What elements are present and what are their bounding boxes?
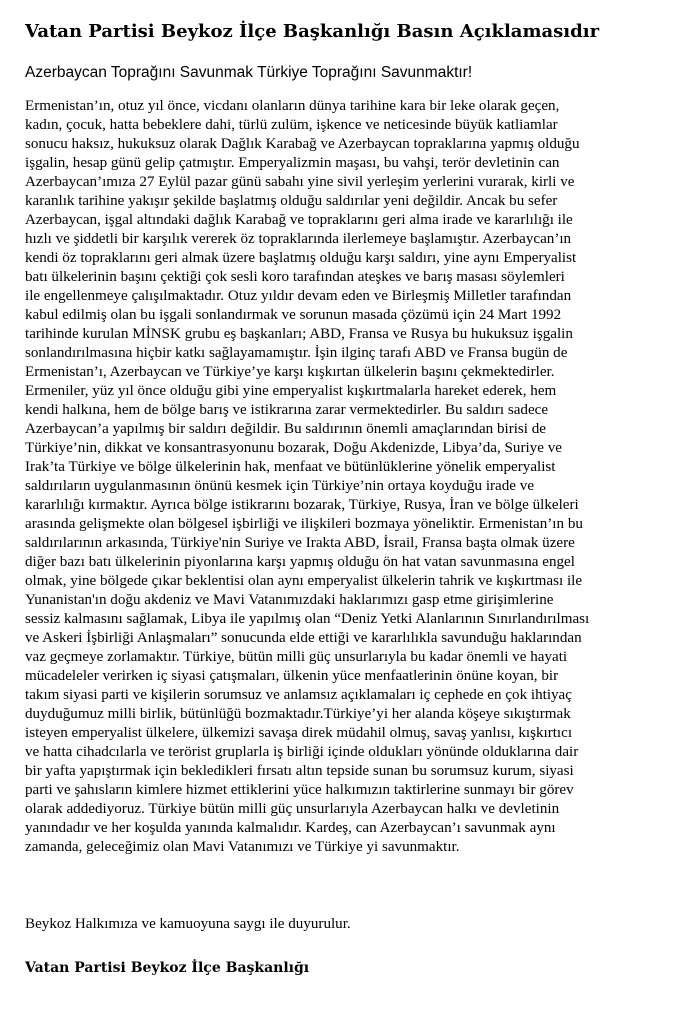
body-line: kadın, çocuk, hatta bebeklere dahi, türlü zulüm, işkence ve neticesinde büyük katliamlar bbox=[25, 117, 558, 133]
body-line: sessiz kalmasını sağlamak, Libya ile yapılmış olan “Deniz Yetki Alanlarının Sınırlandırılması bbox=[25, 611, 590, 627]
body-line: karanlık tarihine yakışır şekilde başlatmış olduğu saldırılar yeni değildir. Ancak bu sefer bbox=[25, 193, 558, 209]
body-line: parti ve şahısların kimlere hizmet ettiklerini yüce halkımızın taktirlerine sunmayı bir görev bbox=[25, 782, 574, 798]
body-line: Ermenistan’ın, otuz yıl önce, vicdanı olanların dünya tarihine kara bir leke olarak geçen, bbox=[25, 98, 560, 114]
body-line: ve hatta cihadcılarla ve terörist gruplarla iş birliği içinde oldukları yönünde olduklarına dair bbox=[25, 744, 579, 760]
body-line: kendi halkına, hem de bölge barış ve istikrarına zarar vermektedirler. Bu saldırı sadece bbox=[25, 402, 549, 418]
body-line: Irak’ta Türkiye ve bölge ülkelerinin hak, menfaat ve bütünlüklerine yönelik emperyalist bbox=[25, 459, 556, 475]
body-line: yanındadır ve her koşulda yanında kalmalıdır. Kardeş, can Azerbaycan’ı savunmak aynı bbox=[25, 820, 556, 836]
body-line: bir yafta yapıştırmak için bekledikleri fırsatı altın tepside sunan bu sorumsuz kurum, siyasi bbox=[25, 763, 574, 779]
body-line: kararlılığı kırmaktır. Ayrıca bölge istikrarını bozarak, Türkiye, Rusya, İran ve bölge ülkeleri bbox=[25, 497, 579, 513]
document-title: Vatan Partisi Beykoz İlçe Başkanlığı Basın Açıklamasıdır bbox=[25, 21, 600, 42]
document-subtitle: Azerbaycan Toprağını Savunmak Türkiye Toprağını Savunmaktır! bbox=[25, 64, 473, 81]
body-line: Yunanistan'ın doğu akdeniz ve Mavi Vatanımızdaki haklarımızı gasp etme girişimlerine bbox=[25, 592, 554, 608]
body-line: kabul edilmiş olan bu işgali sonlandırmak ve sorunun masada çözümü için 24 Mart 1992 bbox=[25, 307, 562, 323]
signature: Vatan Partisi Beykoz İlçe Başkanlığı bbox=[25, 960, 310, 976]
body-line: duyduğumuz milli birlik, bütünlüğü bozmaktadır.Türkiye’yi her alanda köşeye sıkıştırmak bbox=[25, 706, 571, 722]
body-line: arasında gelişmekte olan bölgesel işbirliği ve ilişkileri bozmaya yöneliktir. Ermenistan’ın bu bbox=[25, 516, 583, 532]
body-line: olarak addediyoruz. Türkiye bütün milli güç unsurlarıyla Azerbaycan halkı ve devletinin bbox=[25, 801, 560, 817]
body-line: saldırıların uygulanmasının önünü kesmek için Türkiye’nin ortaya koyduğu irade ve bbox=[25, 478, 535, 494]
body-line: saldırılarının arkasında, Türkiye'nin Suriye ve Irakta ABD, İsrail, Fransa başta olmak üzere bbox=[25, 535, 575, 551]
body-line: sonucu haksız, hukuksuz olarak Dağlık Karabağ ve Azerbaycan topraklarına yapmış olduğu bbox=[25, 136, 580, 152]
body-line: vaz geçmeye zorlamaktır. Türkiye, bütün milli güç unsurlarıyla bu kadar önemli ve hayati bbox=[25, 649, 568, 665]
body-line: mücadeleler verirken iç siyasi çatışmaları, ülkenin yüce menfaatlerinin önüne koyan, bir bbox=[25, 668, 559, 684]
body-line: Azerbaycan’a yapılmış bir saldırı değildir. Bu saldırının önemli amaçlarından birisi de bbox=[25, 421, 547, 437]
body-line: tarihinde kurulan MİNSK grubu eş başkanları; ABD, Fransa ve Rusya bu hukuksuz işgalin bbox=[25, 326, 573, 342]
body-line: diğer bazı batı ülkelerinin piyonlarına karşı yapmış olduğu ön hat vatan savunmasına engel bbox=[25, 554, 575, 570]
body-line: Ermenistan’ı, Azerbaycan ve Türkiye’ye karşı kışkırtan ülkelerin başını çekmektedirler. bbox=[25, 364, 555, 380]
body-line: batı ülkelerinin başını çektiği çok sesli koro tarafından ateşkes ve barış masası söylemleri bbox=[25, 269, 565, 285]
body-line: isteyen emperyalist ülkelere, ülkemizi savaşa direk müdahil olmuş, savaş yanlısı, kışkırtıcı bbox=[25, 725, 573, 741]
body-line: olmak, yine bölgede çıkar beklentisi olan aynı emperyalist ülkelerin tahrik ve kışkırtması ile bbox=[25, 573, 583, 589]
body-line: takım siyasi parti ve kişilerin sorumsuz ve anlamsız açıklamaları iç cephede en çok ihtiyaç bbox=[25, 687, 572, 703]
body-line: ve Askeri İşbirliği Anlaşmaları” sonucunda elde ettiği ve kararlılıkla savunduğu haklarından bbox=[25, 630, 582, 646]
body-line: Azerbaycan, işgal altındaki dağlık Karabağ ve topraklarını geri alma irade ve kararlılığı ile bbox=[25, 212, 573, 228]
body-line: zamanda, geleceğimiz olan Mavi Vatanımızı ve Türkiye yi savunmaktır. bbox=[25, 839, 460, 855]
body-line: Türkiye’nin, dikkat ve konsantrasyonunu bozarak, Doğu Akdenizde, Libya’da, Suriye ve bbox=[25, 440, 562, 456]
body-line: işgalin, hesap günü gelip çatmıştır. Emperyalizmin maşası, bu vahşi, terör devletinin can bbox=[25, 155, 560, 171]
body-line: ile engellenmeye çalışılmaktadır. Otuz yıldır devam eden ve Birleşmiş Milletler tarafından bbox=[25, 288, 572, 304]
closing-statement: Beykoz Halkımıza ve kamuoyuna saygı ile duyurulur. bbox=[25, 916, 351, 932]
body-line: Azerbaycan’ımıza 27 Eylül pazar günü sabahı yine sivil yerleşim yerlerini vurarak, kirli ve bbox=[25, 174, 575, 190]
body-line: kendi öz topraklarını geri almak üzere başlatmış olduğu karşı saldırı, yine aynı Emperyalist bbox=[25, 250, 577, 266]
body-line: sonlandırılmasına hiçbir katkı sağlayamamıştır. İşin ilginç tarafı ABD ve Fransa bugün de bbox=[25, 345, 568, 361]
body-paragraph bbox=[25, 97, 687, 857]
body-line: hızlı ve şiddetli bir karşılık vererek öz topraklarında ilerlemeye başlamıştır. Azerbaycan’ın bbox=[25, 231, 572, 247]
body-line: Ermeniler, yüz yıl önce olduğu gibi yine emperyalist kışkırtmalarla hareket ederek, hem bbox=[25, 383, 557, 399]
